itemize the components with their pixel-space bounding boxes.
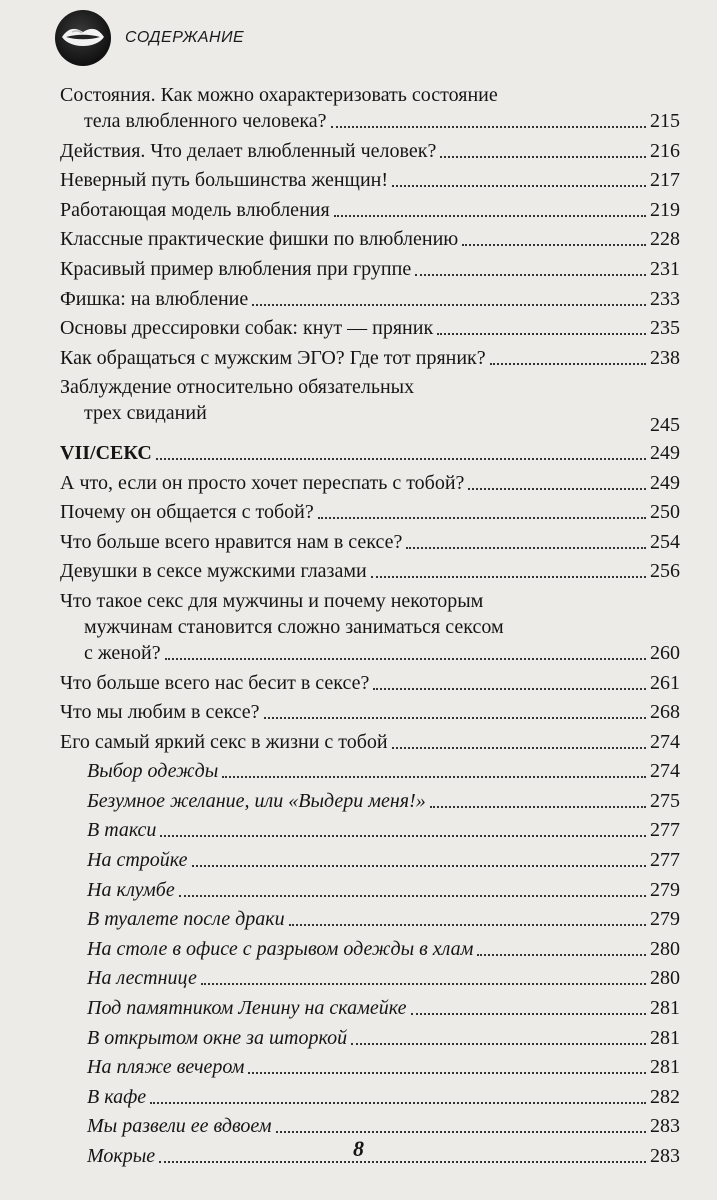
lips-icon: [55, 10, 111, 66]
page-number: 249: [650, 471, 680, 494]
dot-leader: [477, 954, 646, 956]
dot-leader: [462, 244, 646, 246]
toc-entry-title: Девушки в сексе мужскими глазами: [60, 560, 367, 583]
toc-entry: [60, 345, 680, 371]
toc-entry: [60, 529, 680, 555]
dot-leader: [351, 1043, 646, 1045]
toc-subentry: [60, 1025, 680, 1051]
page-number: 277: [650, 849, 680, 872]
page-number: 281: [650, 997, 680, 1020]
toc-entry-title: Красивый пример влюбления при группе: [60, 257, 412, 280]
section-title: VII/СЕКС: [60, 441, 152, 464]
page-number: 228: [650, 228, 680, 251]
dot-leader: [211, 418, 646, 420]
page-number: 235: [650, 317, 680, 340]
page-number: 249: [650, 441, 680, 464]
toc-subentry-title: На столе в офисе с разрывом одежды в хлам: [87, 937, 474, 960]
toc-entry-title: Основы дрессировки собак: кнут — пряник: [60, 317, 434, 340]
toc-entry: [60, 286, 680, 312]
page-number: 283: [650, 1115, 680, 1138]
page-number: 254: [650, 530, 680, 553]
toc-subentry-title: Мы развели ее вдвоем: [87, 1115, 272, 1138]
toc-entry: [60, 82, 680, 134]
page-number: 279: [650, 878, 680, 901]
toc-entry: [60, 670, 680, 696]
dot-leader: [490, 363, 646, 365]
toc-subentry-title: На клумбе: [87, 878, 175, 901]
toc-subentry-title: Выбор одежды: [87, 760, 219, 783]
toc-entry-title: Фишка: на влюбление: [60, 287, 249, 310]
toc-subentry: [60, 965, 680, 991]
dot-leader: [371, 576, 646, 578]
toc-entry-title: Его самый яркий секс в жизни с тобой: [60, 730, 388, 753]
dot-leader: [373, 688, 646, 690]
toc-entry-title: Действия. Что делает влюбленный человек?: [60, 139, 437, 162]
toc-subentry-title: В открытом окне за шторкой: [87, 1026, 348, 1049]
toc-subentry: [60, 847, 680, 873]
toc-entry: [60, 226, 680, 252]
dot-leader: [264, 717, 646, 719]
page-number: 268: [650, 701, 680, 724]
dot-leader: [252, 304, 646, 306]
page-number: 231: [650, 257, 680, 280]
page-number: 261: [650, 671, 680, 694]
toc-subentry-title: На лестнице: [87, 967, 197, 990]
toc-subentry-title: В туалете после драки: [87, 908, 285, 931]
page-number: 238: [650, 346, 680, 369]
toc-subentry-title: На стройке: [87, 849, 188, 872]
page-number: 281: [650, 1056, 680, 1079]
page-number: 219: [650, 198, 680, 221]
dot-leader: [150, 1102, 646, 1104]
dot-leader: [415, 274, 646, 276]
toc-subentry: [60, 936, 680, 962]
page-number: 280: [650, 937, 680, 960]
toc-section-heading: [60, 440, 680, 466]
page-number: 215: [650, 110, 680, 132]
toc-entry: [60, 729, 680, 755]
toc-entry-title-line: Что такое секс для мужчины и почему некоторым: [60, 589, 484, 612]
page-number: 281: [650, 1026, 680, 1049]
toc-entry-title-line: тела влюбленного человека?: [84, 110, 327, 132]
running-head: СОДЕРЖАНИЕ: [125, 29, 245, 46]
toc-entry-title: А что, если он просто хочет переспать с тобой?: [60, 471, 465, 494]
toc-subentry: [60, 817, 680, 843]
toc-subentry: [60, 758, 680, 784]
page-number: 274: [650, 730, 680, 753]
toc-subentry-title: Под памятником Ленину на скамейке: [87, 997, 407, 1020]
page-number: 217: [650, 169, 680, 192]
toc-subentry-title: Мокрые: [87, 1145, 156, 1167]
dot-leader: [222, 776, 646, 778]
dot-leader: [406, 547, 646, 549]
table-of-contents: [60, 82, 680, 1173]
dot-leader: [289, 924, 646, 926]
toc-entry-title-line: Заблуждение относительно обязательных: [60, 376, 415, 399]
toc-entry-title-line: Состояния. Как можно охарактеризовать состояние: [60, 84, 498, 106]
page-number: 277: [650, 819, 680, 842]
dot-leader: [165, 658, 646, 660]
toc-subentry: [60, 906, 680, 932]
toc-subentry: [60, 877, 680, 903]
dot-leader: [156, 458, 646, 460]
toc-entry-title: Почему он общается с тобой?: [60, 501, 314, 524]
toc-subentry: [60, 1084, 680, 1110]
toc-entry-title-line: мужчинам становится сложно заниматься сексом: [84, 615, 504, 638]
toc-subentry: [60, 995, 680, 1021]
page-header: [55, 10, 244, 66]
toc-entry-title: Классные практические фишки по влюблению: [60, 228, 459, 251]
dot-leader: [392, 185, 646, 187]
toc-entry-title-line: с женой?: [84, 641, 161, 664]
toc-entry-title: Что больше всего нас бесит в сексе?: [60, 671, 370, 694]
toc-entry-title: Работающая модель влюбления: [60, 198, 330, 221]
dot-leader: [392, 747, 646, 749]
dot-leader: [440, 156, 646, 158]
toc-subentry-title: В кафе: [87, 1085, 147, 1108]
toc-entry-title: Неверный путь большинства женщин!: [60, 169, 389, 192]
toc-entry: [60, 558, 680, 584]
toc-entry: [60, 499, 680, 525]
page-number: 280: [650, 967, 680, 990]
toc-entry: [60, 588, 680, 666]
page-number: 279: [650, 908, 680, 931]
page-number: 275: [650, 789, 680, 812]
toc-entry: [60, 197, 680, 223]
toc-entry-title: Что больше всего нравится нам в сексе?: [60, 530, 403, 553]
toc-subentry: [60, 1054, 680, 1080]
dot-leader: [430, 806, 646, 808]
toc-entry-title: Что мы любим в сексе?: [60, 701, 260, 724]
toc-entry: [60, 315, 680, 341]
dot-leader: [179, 895, 646, 897]
dot-leader: [437, 333, 646, 335]
page-number: 283: [650, 1145, 680, 1167]
page-folio: 8: [353, 1136, 364, 1161]
page-number: 245: [650, 414, 680, 437]
dot-leader: [331, 126, 646, 128]
dot-leader: [334, 215, 646, 217]
toc-entry: [60, 256, 680, 282]
toc-subentry: [60, 788, 680, 814]
dot-leader: [276, 1131, 646, 1133]
page-number: 260: [650, 641, 680, 664]
toc-subentry-title: В такси: [87, 819, 157, 842]
page-number: 274: [650, 760, 680, 783]
dot-leader: [318, 517, 646, 519]
toc-entry: [60, 374, 680, 437]
dot-leader: [411, 1013, 647, 1015]
dot-leader: [201, 983, 646, 985]
dot-leader: [160, 835, 646, 837]
toc-subentry-title: На пляже вечером: [87, 1056, 245, 1079]
toc-entry: [60, 138, 680, 164]
dot-leader: [468, 488, 646, 490]
dot-leader: [248, 1072, 646, 1074]
toc-entry: [60, 167, 680, 193]
page-number: 256: [650, 560, 680, 583]
page-number: 250: [650, 501, 680, 524]
page-number: 233: [650, 287, 680, 310]
dot-leader: [192, 865, 647, 867]
page-number: 282: [650, 1085, 680, 1108]
toc-subentry-title: Безумное желание, или «Выдери меня!»: [87, 789, 426, 812]
toc-entry-title: Как обращаться с мужским ЭГО? Где тот пряник?: [60, 346, 486, 369]
toc-entry-title-line: трех свиданий: [84, 402, 207, 425]
toc-entry: [60, 699, 680, 725]
toc-entry: [60, 470, 680, 496]
page-number: 216: [650, 139, 680, 162]
